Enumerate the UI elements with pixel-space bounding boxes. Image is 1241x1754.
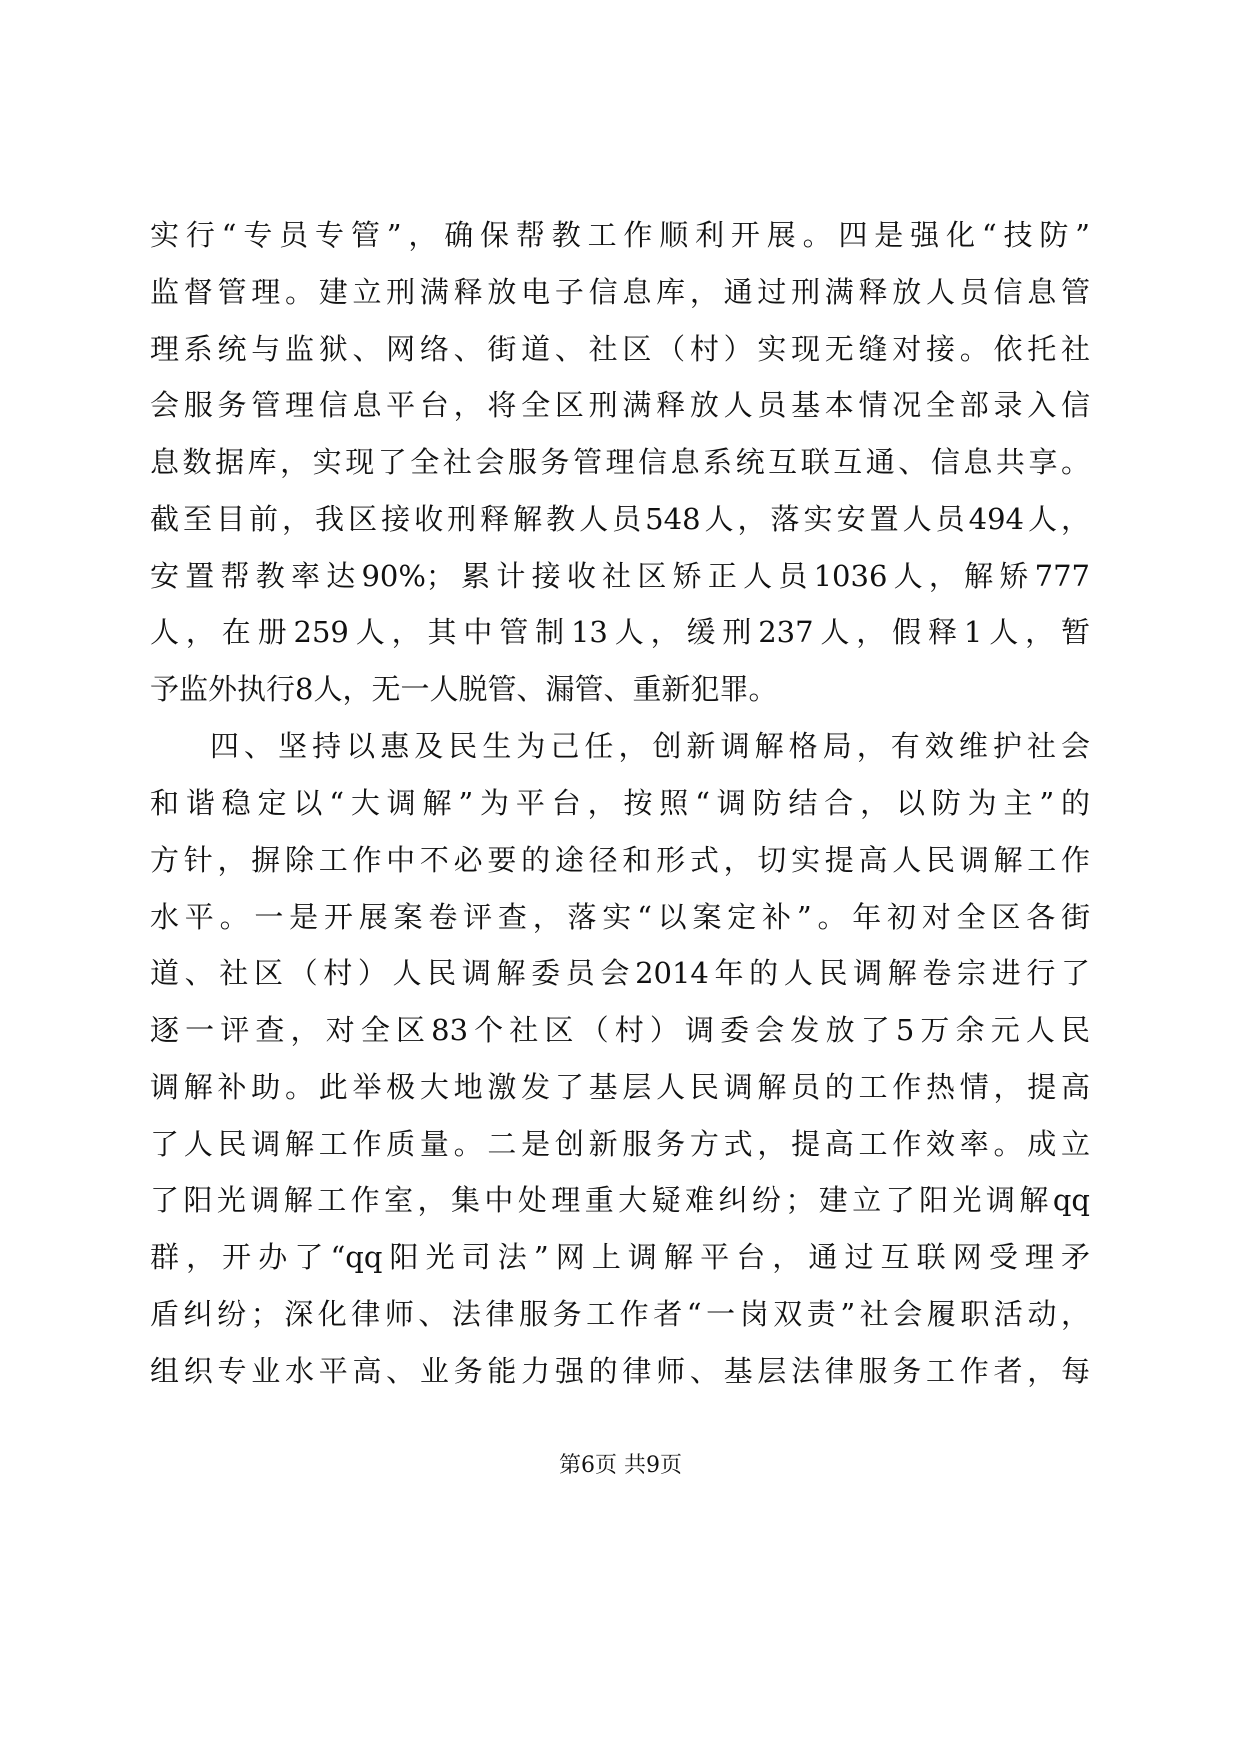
page-number-footer: 第6页 共9页 (559, 1453, 682, 1478)
text-line: 群，开办了“qq阳光司法”网上调解平台，通过互联网受理矛 (150, 1240, 1090, 1274)
text-line: 水平。一是开展案卷评查，落实“以案定补”。年初对全区各街 (150, 900, 1090, 934)
text-line: 安置帮教率达90%；累计接收社区矫正人员1036人，解矫777 (150, 559, 1090, 593)
text-line: 方针，摒除工作中不必要的途径和形式，切实提高人民调解工作 (150, 843, 1090, 877)
text-line: 逐一评查，对全区83个社区（村）调委会发放了5万余元人民 (150, 1013, 1090, 1047)
text-line: 调解补助。此举极大地激发了基层人民调解员的工作热情，提高 (150, 1070, 1090, 1104)
text-line: 盾纠纷；深化律师、法律服务工作者“一岗双责”社会履职活动， (150, 1297, 1090, 1331)
text-line: 了阳光调解工作室，集中处理重大疑难纠纷；建立了阳光调解qq (150, 1183, 1090, 1217)
text-line: 监督管理。建立刑满释放电子信息库，通过刑满释放人员信息管 (150, 275, 1090, 309)
text-line: 组织专业水平高、业务能力强的律师、基层法律服务工作者，每 (150, 1354, 1090, 1388)
text-line: 实行“专员专管”，确保帮教工作顺利开展。四是强化“技防” (150, 218, 1090, 252)
text-line: 予监外执行8人，无一人脱管、漏管、重新犯罪。 (150, 672, 778, 706)
text-line: 截至目前，我区接收刑释解教人员548人，落实安置人员494人， (150, 502, 1090, 536)
text-line: 道、社区（村）人民调解委员会2014年的人民调解卷宗进行了 (150, 956, 1090, 990)
text-line: 理系统与监狱、网络、街道、社区（村）实现无缝对接。依托社 (150, 332, 1090, 366)
text-line: 会服务管理信息平台，将全区刑满释放人员基本情况全部录入信 (150, 388, 1090, 422)
text-line: 息数据库，实现了全社会服务管理信息系统互联互通、信息共享。 (150, 445, 1090, 479)
section-heading-line: 四、坚持以惠及民生为己任，创新调解格局，有效维护社会 (210, 729, 1090, 763)
text-line: 了人民调解工作质量。二是创新服务方式，提高工作效率。成立 (150, 1127, 1090, 1161)
text-line: 人，在册259人，其中管制13人，缓刑237人，假释1人，暂 (150, 615, 1090, 649)
text-line: 和谐稳定以“大调解”为平台，按照“调防结合，以防为主”的 (150, 786, 1090, 820)
